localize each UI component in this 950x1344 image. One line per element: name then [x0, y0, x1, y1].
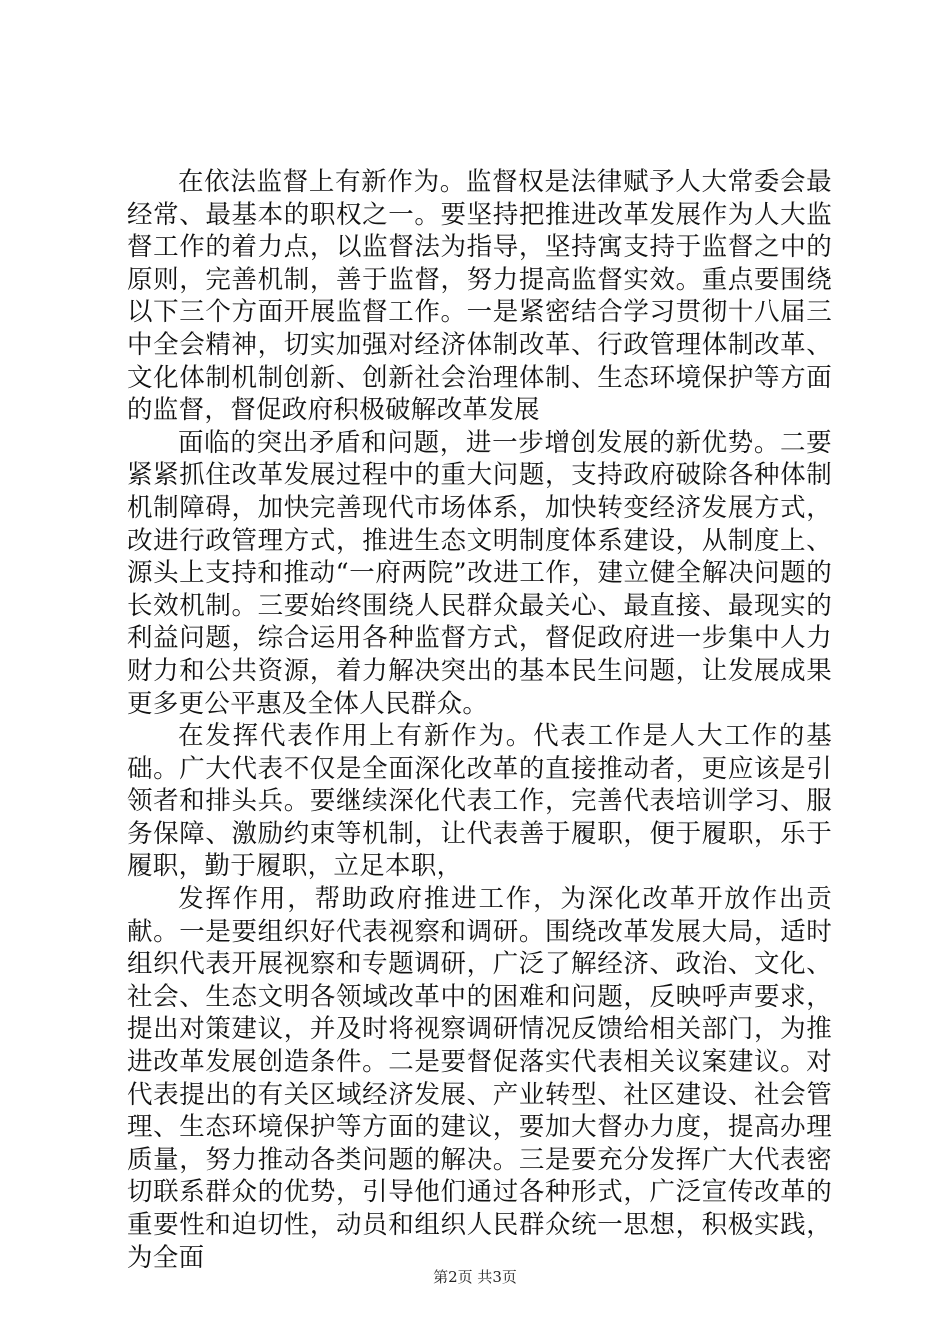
- paragraph-deputies-role: 在发挥代表作用上有新作为。代表工作是人大工作的基础。广大代表不仅是全面深化改革的直接推动者，更应该是引领者和排头兵。要继续深化代表工作，完善代表培训学习、服务保障、激励约束等机制，让代表善于履职，便于履职，乐于履职，勤于履职，立足本职，: [127, 721, 832, 882]
- paragraph-problems: 面临的突出矛盾和问题，进一步增创发展的新优势。二要紧紧抓住改革发展过程中的重大问题，支持政府破除各种体制机制障碍，加快完善现代市场体系，加快转变经济发展方式，改进行政管理方式，推进生态文明制度体系建设，从制度上、源头上支持和推动“一府两院”改进工作，建立健全解决问题的长效机制。三要始终围绕人民群众最关心、最直接、最现实的利益问题，综合运用各种监督方式，督促政府进一步集中人力财力和公共资源，着力解决突出的基本民生问题，让发展成果更多更公平惠及全体人民群众。: [127, 427, 832, 719]
- paragraph-deputies-actions: 发挥作用，帮助政府推进工作，为深化改革开放作出贡献。一是要组织好代表视察和调研。围绕改革发展大局，适时组织代表开展视察和专题调研，广泛了解经济、政治、文化、社会、生态文明各领域改革中的困难和问题，反映呼声要求，提出对策建议，并及时将视察调研情况反馈给相关部门，为推进改革发展创造条件。二是要督促落实代表相关议案建议。对代表提出的有关区域经济发展、产业转型、社区建设、社会管理、生态环境保护等方面的建议，要加大督办力度，提高办理质量，努力推动各类问题的解决。三是要充分发挥广大代表密切联系群众的优势，引导他们通过各种形式，广泛宣传改革的重要性和迫切性，动员和组织人民群众统一思想，积极实践，为全面: [127, 884, 832, 1273]
- page-number-footer: 第2页 共3页: [433, 1268, 517, 1286]
- document-body: [127, 166, 832, 1274]
- paragraph-supervision: 在依法监督上有新作为。监督权是法律赋予人大常委会最经常、最基本的职权之一。要坚持把推进改革发展作为人大监督工作的着力点，以监督法为指导，坚持寓支持于监督之中的原则，完善机制，善于监督，努力提高监督实效。重点要围绕以下三个方面开展监督工作。一是紧密结合学习贯彻十八届三中全会精神，切实加强对经济体制改革、行政管理体制改革、文化体制机制创新、创新社会治理体制、生态环境保护等方面的监督，督促政府积极破解改革发展: [127, 167, 832, 426]
